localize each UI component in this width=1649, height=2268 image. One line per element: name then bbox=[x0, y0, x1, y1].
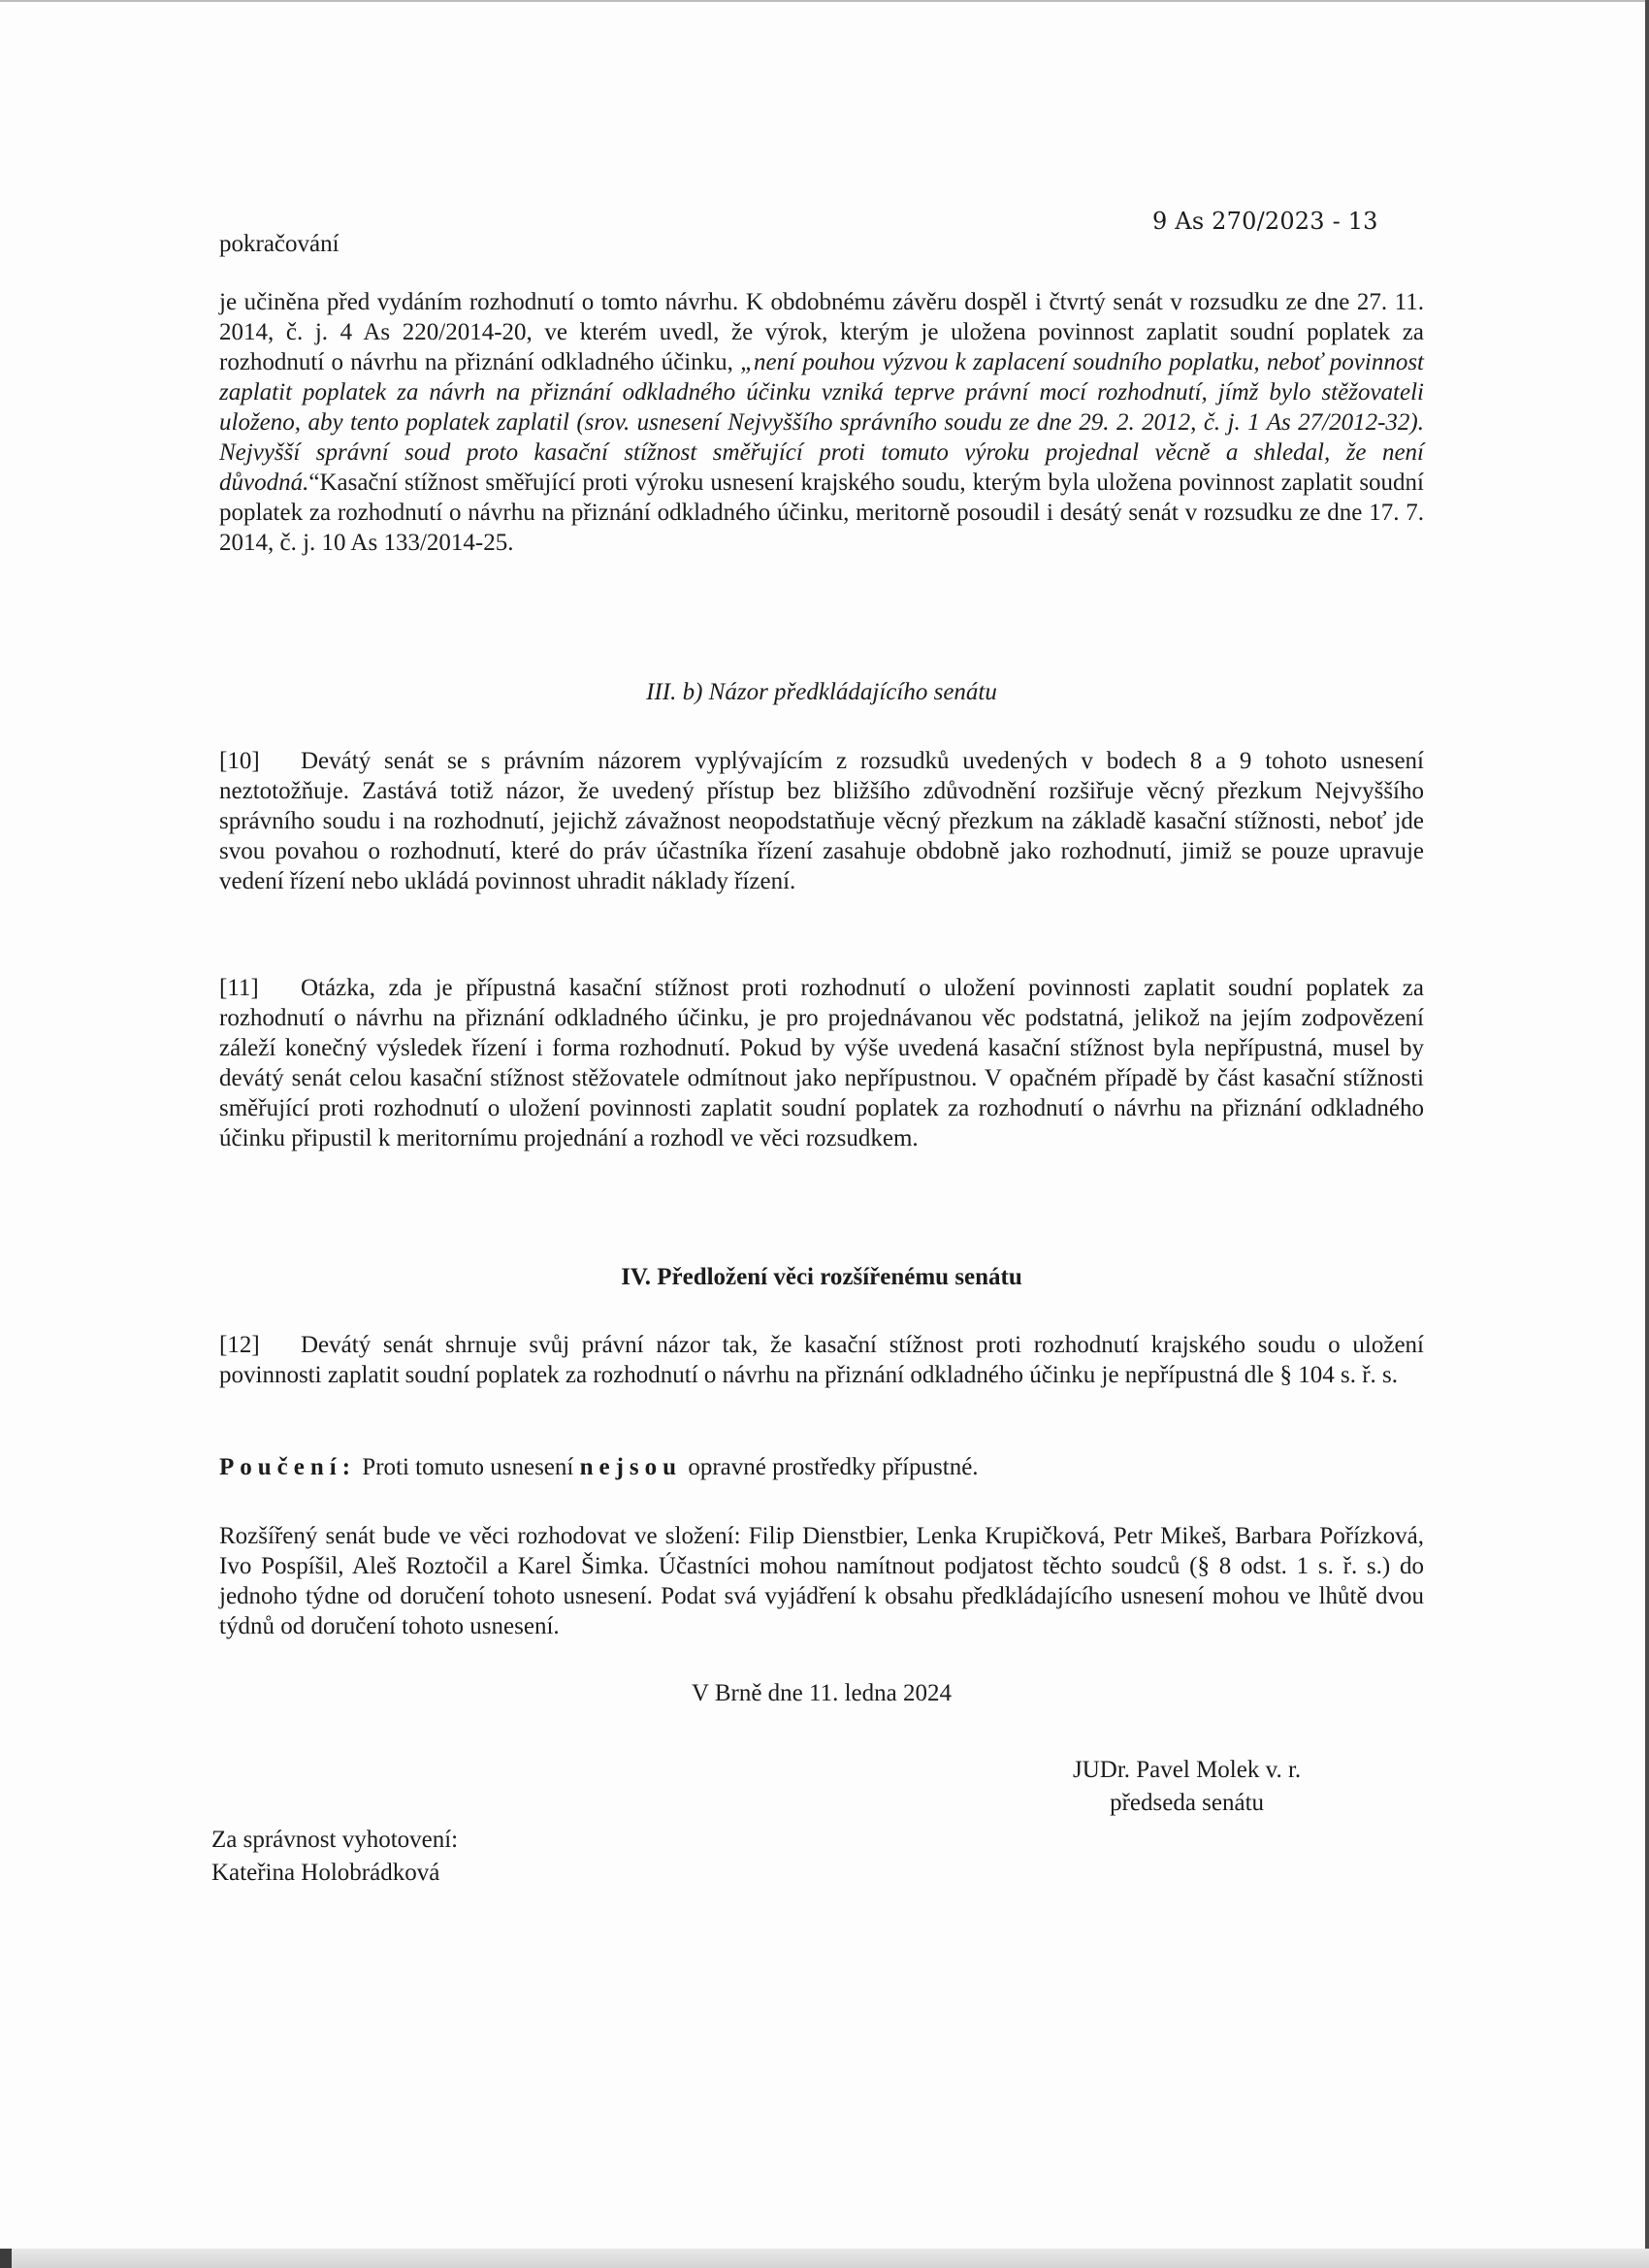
section-heading-3b: III. b) Názor předkládajícího senátu bbox=[646, 679, 997, 705]
intro-quote: „není pouhou výzvou k zaplacení soudního poplatku, neboť povinnost zaplatit poplatek za návrh na přiznání odkladného účinku vzniká teprve právní mocí rozhodnutí, jímž bylo stěžovateli uloženo, aby tento poplatek zaplatil (srov. usnesení Nejvyššího správního soudu ze dne 29. 2. 2012, č. j. 1 As 27/2012-32). Nejvyšší správní soud proto kasační stížnost směřující proti tomuto výroku projednal věcně a shledal, že není důvodná. bbox=[219, 349, 1424, 496]
signatory-name: JUDr. Pavel Molek v. r. bbox=[1073, 1757, 1302, 1783]
paragraph-12 bbox=[219, 1330, 1424, 1390]
instruction-label: Poučení: bbox=[219, 1454, 357, 1480]
paragraph-number: [12] bbox=[219, 1332, 260, 1358]
scan-top-edge bbox=[0, 0, 1649, 2]
section-heading-4: IV. Předložení věci rozšířenému senátu bbox=[621, 1264, 1022, 1290]
paragraph-text: Devátý senát se s právním názorem vyplývajícím z rozsudků uvedených v bodech 8 a 9 tohoto usnesení neztotožňuje. Zastává totiž názor, že uvedený přístup bez bližšího zdůvodnění rozšiřuje věcný přezkum Nejvyššího správního soudu i na rozhodnutí, jejichž závažnost neopodstatňuje věcný přezkum na základě kasační stížnosti, neboť jde svou povahou o rozhodnutí, které do práv účastníka řízení zasahuje obdobně jako rozhodnutí, jimiž se pouze upravuje vedení řízení nebo ukládá povinnost uhradit náklady řízení. bbox=[219, 748, 1424, 894]
intro-paragraph bbox=[219, 287, 1424, 558]
signatory-role: předseda senátu bbox=[1110, 1790, 1265, 1816]
paragraph-text: Otázka, zda je přípustná kasační stížnost proti rozhodnutí o uložení povinnosti zaplatit soudní poplatek za rozhodnutí o návrhu na přiznání odkladného účinku, je pro projednávanou věc podstatná, jelikož na jejím zodpovězení záleží konečný výsledek řízení i forma rozhodnutí. Pokud by výše uvedená kasační stížnost byla nepřípustná, musel by devátý senát celou kasační stížnost stěžovatele odmítnout jako nepřípustnou. V opačném případě by část kasační stížnosti směřující proti rozhodnutí o uložení povinnosti zaplatit soudní poplatek za rozhodnutí o návrhu na přiznání odkladného účinku připustil k meritornímu projednání a rozhodl ve věci rozsudkem. bbox=[219, 975, 1424, 1151]
instruction-text-after: opravné prostředky přípustné. bbox=[682, 1454, 979, 1480]
intro-text-a: je učiněna před vydáním rozhodnutí o tomto návrhu. K obdobnému závěru dospěl i čtvrtý senát v rozsudku ze dne 27. 11. 2014, č. j. 4 As 220/2014-20, ve kterém uvedl, že výrok, kterým je uložena povinnost zaplatit soudní poplatek za rozhodnutí o návrhu na přiznání odkladného účinku, bbox=[219, 289, 1424, 375]
paragraph-text: Devátý senát shrnuje svůj právní názor tak, že kasační stížnost proti rozhodnutí krajského soudu o uložení povinnosti zaplatit soudní poplatek za rozhodnutí o návrhu na přiznání odkladného účinku je nepřípustná dle § 104 s. ř. s. bbox=[219, 1332, 1424, 1388]
paragraph-11 bbox=[219, 973, 1424, 1153]
paragraph-number: [11] bbox=[219, 975, 259, 1001]
scan-right-edge bbox=[1645, 0, 1649, 2268]
certification-block bbox=[211, 1824, 458, 1890]
case-number: 9 As 270/2023 - 13 bbox=[1152, 208, 1378, 235]
instruction bbox=[219, 1452, 1424, 1482]
composition-text: Rozšířený senát bude ve věci rozhodovat ve složení: Filip Dienstbier, Lenka Krupičková, Petr Mikeš, Barbara Pořízková, Ivo Pospíšil, Aleš Roztočil a Karel Šimka. Účastníci mohou namítnout podjatost těchto soudců (§ 8 odst. 1 s. ř. s.) do jednoho týdne od doručení tohoto usnesení. Podat svá vyjádření k obsahu předkládajícího usnesení mohou ve lhůtě dvou týdnů od doručení tohoto usnesení. bbox=[219, 1523, 1424, 1639]
instruction-text-before: Proti tomuto usnesení bbox=[356, 1454, 580, 1480]
composition-paragraph bbox=[219, 1521, 1424, 1641]
place-date: V Brně dne 11. ledna 2024 bbox=[691, 1680, 952, 1706]
certification-name: Kateřina Holobrádková bbox=[211, 1860, 440, 1886]
certification-label: Za správnost vyhotovení: bbox=[211, 1827, 459, 1853]
instruction-emphasis: nejsou bbox=[579, 1454, 683, 1480]
scan-bottom-left-corner bbox=[0, 2249, 12, 2268]
paragraph-number: [10] bbox=[219, 748, 260, 774]
continuation-label: pokračování bbox=[219, 231, 340, 257]
paragraph-10 bbox=[219, 746, 1424, 896]
scan-bottom-edge bbox=[0, 2249, 1649, 2268]
signature-block bbox=[1073, 1754, 1301, 1820]
intro-text-b: “Kasační stížnost směřující proti výroku usnesení krajského soudu, kterým byla uložena povinnost zaplatit soudní poplatek za rozhodnutí o návrhu na přiznání odkladného účinku, meritorně posoudil i desátý senát v rozsudku ze dne 17. 7. 2014, č. j. 10 As 133/2014-25. bbox=[219, 470, 1424, 556]
